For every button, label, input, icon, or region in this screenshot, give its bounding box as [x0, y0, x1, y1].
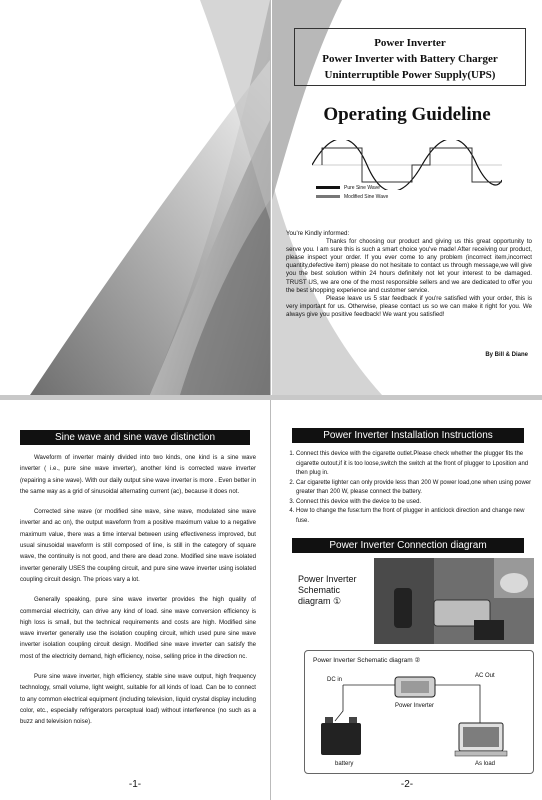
ac-out-label: AC Out — [475, 673, 495, 679]
pure-swatch — [316, 186, 340, 189]
legend-modified: Modified Sine Wave — [344, 194, 389, 200]
page1-body — [20, 452, 256, 737]
page1-paragraph-3: Generally speaking, pure sine wave inverter provides the high quality of commercial electricity, can drive any kind of load. sine wave conversion efficiency is high loss is small, but the technical requirements and costs are high. Modified sine wave inverter generally use the isolation coupling circuit, which used pure sine wave inverter isolation coupling circuit design. Modified sine wave inverter can satisfy the most of the electricity demand, high efficiency, noise, selling price in the direction nc. — [20, 596, 256, 660]
page1-paragraph-1: Waveform of inverter mainly divided into two kinds, one kind is a sine wave inverter ( i.e., pure sine wave inverter), another kind is corrected wave inverter (repairing a sine wave). With our daily output sine wave inverter is more . Even better in the same way as a grid of sinusoidal alternating current (ac), because it does not. — [20, 454, 256, 495]
car-inverter-photo — [374, 558, 534, 644]
schematic-1-line-3: diagram ① — [298, 596, 342, 606]
legend-pure: Pure Sine Wave — [344, 185, 380, 191]
waveform-graphic — [312, 140, 502, 190]
page-number-2: -2- — [400, 779, 414, 790]
modified-swatch — [316, 195, 340, 198]
page1-paragraph-2: Corrected sine wave (or modified sine wave, sine wave, modulated sine wave inverter and ac on), the output waveform from a positive maximum value to a negative maximum value, there was a time interval between using effectiveness improved, but usual sinusoidal waveform is still composed of line, is still in the category of square wave, the continuity is not good, and there are dead zone. Modified sine wave isolated inverter generally USES the coupling circuit, and pure sine wave inverter using isolated coupling circuit design. The prices vary a lot. — [20, 508, 256, 583]
schematic-2-box — [304, 650, 534, 774]
waveform-legend — [316, 184, 388, 202]
operating-guideline-heading: Operating Guideline — [323, 104, 491, 125]
step-4: 4. How to change the fuse:turn the front of plugger in anticlock direction and change new fuse. — [296, 507, 532, 526]
schematic-2-title: Power Inverter Schematic diagram ② — [313, 657, 421, 664]
step-2: 2. Car cigarette lighter can only provide less than 200 W power load,one when using power greater than 200 W, please connect the battery. — [296, 479, 532, 498]
signature: By Bill & Diane — [485, 352, 528, 358]
schematic-1-line-1: Power Inverter — [298, 574, 357, 584]
schematic-1-line-2: Schematic — [298, 585, 341, 595]
cover-swirl-graphic — [0, 0, 270, 395]
installation-header: Power Inverter Installation Instructions — [292, 428, 524, 443]
schematic-1-label — [298, 574, 357, 607]
step-3: 3. Connect this device with the device to be used. — [296, 498, 532, 508]
battery-label: battery — [335, 761, 354, 767]
page-1 — [0, 400, 271, 800]
customer-letter — [286, 230, 532, 319]
letter-paragraph-2: Please leave us 5 star feedback if you're satisfied with your order, this is very important for us. Otherwise, please contact us so we can make it right for you. We always give you positive feedback! We want you satisfied! — [286, 294, 532, 318]
schematic-2-drawing — [305, 651, 533, 773]
installation-steps — [286, 450, 532, 526]
load-label: As load — [475, 761, 496, 767]
cover-front-page — [272, 0, 542, 395]
title-line-1: Power Inverter — [374, 37, 446, 49]
cover-back-page — [0, 0, 271, 395]
sine-wave-header: Sine wave and sine wave distinction — [20, 430, 250, 445]
letter-paragraph-1: Thanks for choosing our product and giving us this great opportunity to serve you. I am sure this is such a smart choice you've made! After receiving our product, please inspect your order. If you ever come to any problem (incorrect item,incorrect quantity,defective item) please do not hesitate to contact us through message,we will give you the best solution within 24 hours definitely not let your interest to be damaged. TRUST US, we are one of the most responsible sellers and we are dedicated to offer you the best shopping experience and customer service. — [286, 238, 532, 294]
title-line-2: Power Inverter with Battery Charger — [322, 53, 498, 65]
connection-header: Power Inverter Connection diagram — [292, 538, 524, 553]
page-2 — [272, 400, 542, 800]
page1-paragraph-4: Pure sine wave inverter, high efficiency, stable sine wave output, high frequency technology, small volume, light weight, suitable for all kinds of load. Can be to connect to any common electrical equipment (including television, liquid crystal display including color, etc., especially refrigerators perceptual load) without interference (no such as a buzz and television noise). — [20, 673, 256, 726]
page-number-1: -1- — [128, 779, 142, 790]
title-line-3: Uninterruptible Power Supply(UPS) — [324, 69, 496, 81]
inverter-label: Power Inverter — [395, 703, 435, 709]
step-1: 1. Connect this device with the cigarette outlet.Please check whether the plugger fits the cigarette outout,if it is too loose,switch the switch at the front of plugger to Lposition and then plug in. — [296, 450, 532, 479]
dc-in-label: DC in — [327, 677, 343, 683]
greeting: You're Kindly informed: — [286, 230, 350, 237]
title-box — [294, 28, 526, 86]
